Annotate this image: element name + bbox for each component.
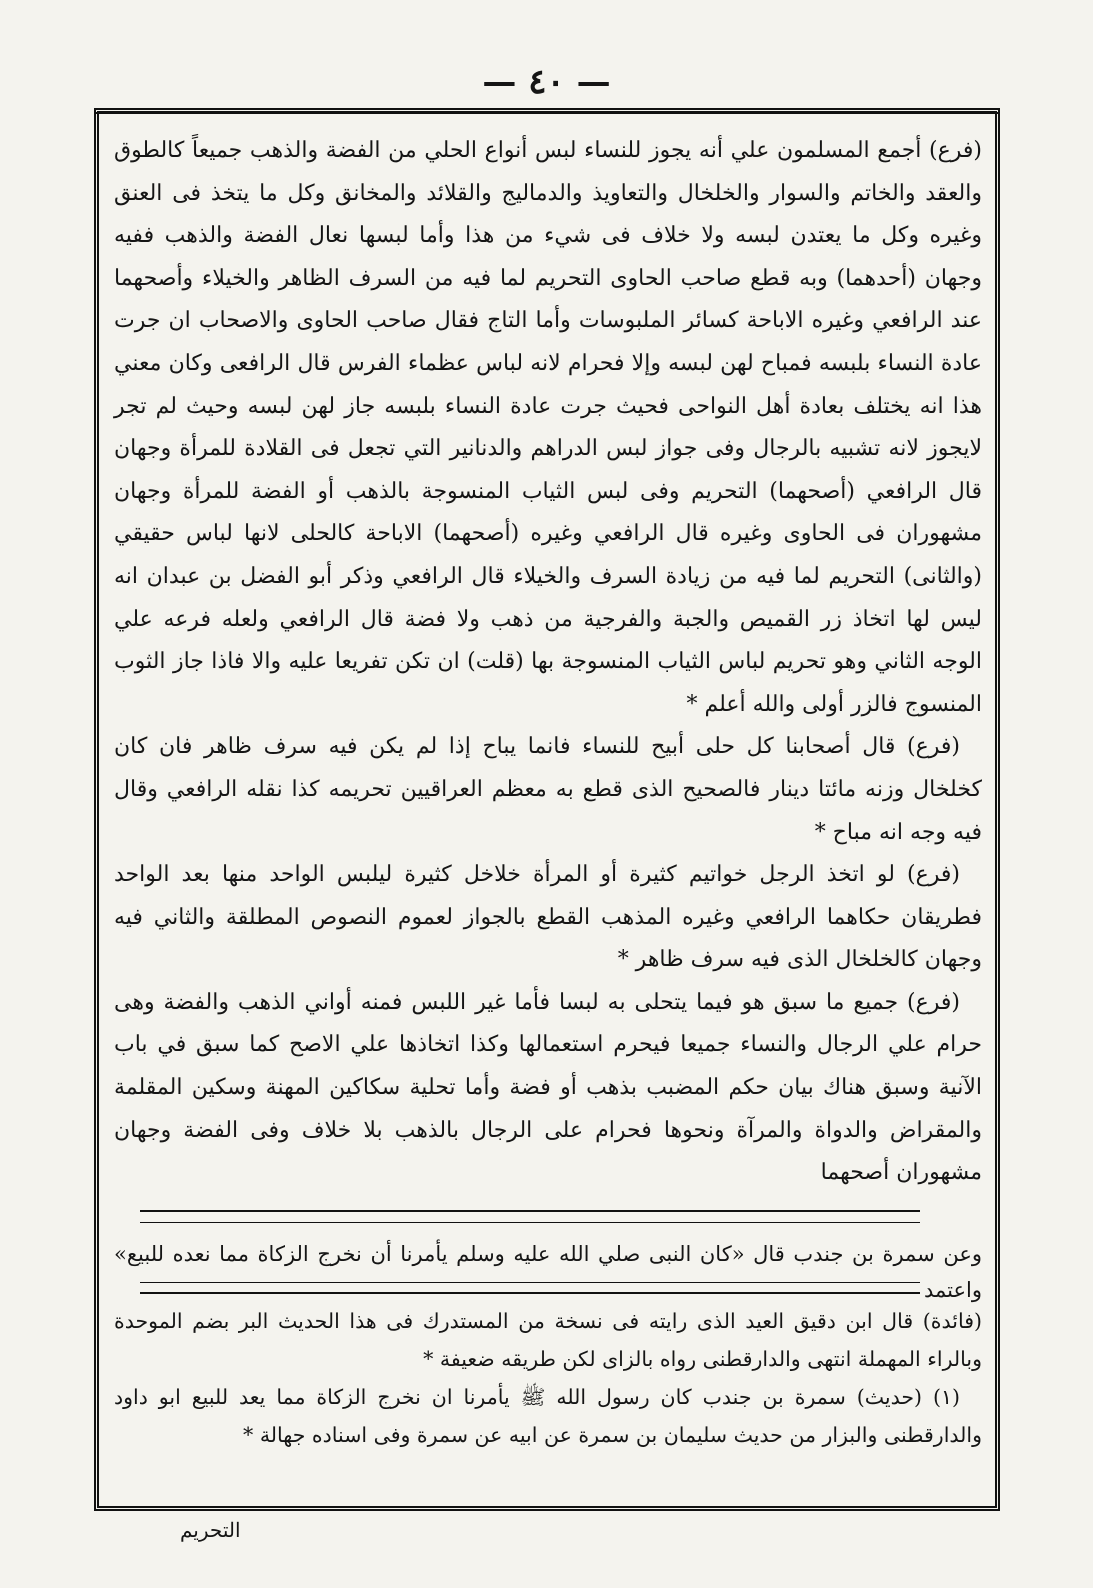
paragraph-far-4: (فرع) جميع ما سبق هو فيما يتحلى به لبسا فأما غير اللبس فمنه أواني الذهب والفضة وهى حرام علي الرجال والنساء جميعا فيحرم استعمالها وكذا اتخاذها علي الاصح كما سبق في باب الآنية وسبق هناك بيان حكم المضبب بذهب أو فضة وأما تحلية سكاكين المهنة وسكين المقلمة والمقراض والدواة والمرآة ونحوها فحرام على الرجال بالذهب بلا خلاف وفى الفضة وجهان مشهوران أصحهما xyxy=(114,989,982,1186)
footnote-hadith: (١) (حديث) سمرة بن جندب كان رسول الله ﷺ يأمرنا ان نخرج الزكاة مما يعد للبيع ابو داود والدارقطنى والبزار من حديث سليمان بن سمرة عن ابيه عن سمرة وفى اسناده جهالة * xyxy=(114,1385,982,1447)
paragraph-far-1: (فرع) أجمع المسلمون علي أنه يجوز للنساء لبس أنواع الحلي من الفضة والذهب جميعاً كالطوق والعقد والخاتم والسوار والخلخال والتعاويذ والدماليج والقلائد والمخانق وكل ما يتخذ فى العنق وغيره وكل ما يعتدن لبسه ولا خلاف فى شيء من هذا وأما لبسها نعال الفضة والذهب ففيه وجهان (أحدهما) وبه قطع صاحب الحاوى التحريم لما فيه من السرف الظاهر والخيلاء وأصحهما عند الرافعي وغيره الاباحة كسائر الملبوسات وأما التاج فقال صاحب الحاوى والاصحاب ان جرت عادة النساء بلبسه فمباح لهن لبسه وإلا فحرام لانه لباس عظماء الفرس قال الرافعى وكان معني هذا انه يختلف بعادة أهل النواحى فحيث جرت عادة النساء بلبسه جاز لهن لبسه وحيث لم تجر لايجوز لانه تشبيه بالرجال وفى جواز لبس الدراهم والدنانير التي تجعل فى القلادة للمرأة وجهان قال الرافعي (أصحهما) التحريم وفى لبس الثياب المنسوجة بالذهب أو الفضة للمرأة وجهان مشهوران فى الحاوى وغيره قال الرافعي وغيره (أصحهما) الاباحة كالحلى لانها لباس حقيقي (والثانى) التحريم لما فيه من زيادة السرف والخيلاء قال الرافعي وذكر أبو الفضل بن عبدان انه ليس لها اتخاذ زر القميص والجبة والفرجية من ذهب ولا فضة قال الرافعي ولعله فرعه علي الوجه الثاني وهو تحريم لباس الثياب المنسوجة بها (قلت) ان تكن تفريعا عليه والا فاذا جاز الثوب المنسوج فالزر أولى والله أعلم * xyxy=(114,138,982,717)
notes-divider-thin xyxy=(140,1282,920,1283)
page-number: — ٤٠ — xyxy=(482,62,611,102)
footnotes xyxy=(114,1302,982,1454)
matn-hadith-line xyxy=(114,1236,982,1308)
frame-inner-rule xyxy=(96,112,998,114)
footnote-faida: (فائدة) قال ابن دقيق العيد الذى رايته فى نسخة من المستدرك فى هذا الحديث البر بضم الموحدة وبالراء المهملة انتهى والدارقطنى رواه بالزاى لكن طريقه ضعيفة * xyxy=(114,1309,982,1371)
paragraph-far-2: (فرع) قال أصحابنا كل حلى أبيح للنساء فانما يباح إذا لم يكن فيه سرف ظاهر فان كان كخلخال وزنه مائتا دينار فالصحيح الذى قطع به معظم العراقيين تحريمه كذا نقله الرافعي وقال فيه وجه انه مباح * xyxy=(114,734,982,845)
commentary-divider-top-thin xyxy=(140,1222,920,1223)
catchword: التحريم xyxy=(180,1518,241,1542)
commentary-divider-top xyxy=(140,1210,920,1212)
notes-divider xyxy=(140,1292,920,1294)
main-text xyxy=(114,130,982,1195)
matn-hadith-text: وعن سمرة بن جندب قال «كان النبى صلي الله عليه وسلم يأمرنا أن نخرج الزكاة مما نعده للبيع» واعتمد xyxy=(114,1242,982,1302)
paragraph-far-3: (فرع) لو اتخذ الرجل خواتيم كثيرة أو المرأة خلاخل كثيرة ليلبس الواحد منها بعد الواحد فطريقان حكاهما الرافعي وغيره المذهب القطع بالجواز لعموم النصوص المطلقة والثاني فيه وجهان كالخلخال الذى فيه سرف ظاهر * xyxy=(114,862,982,973)
